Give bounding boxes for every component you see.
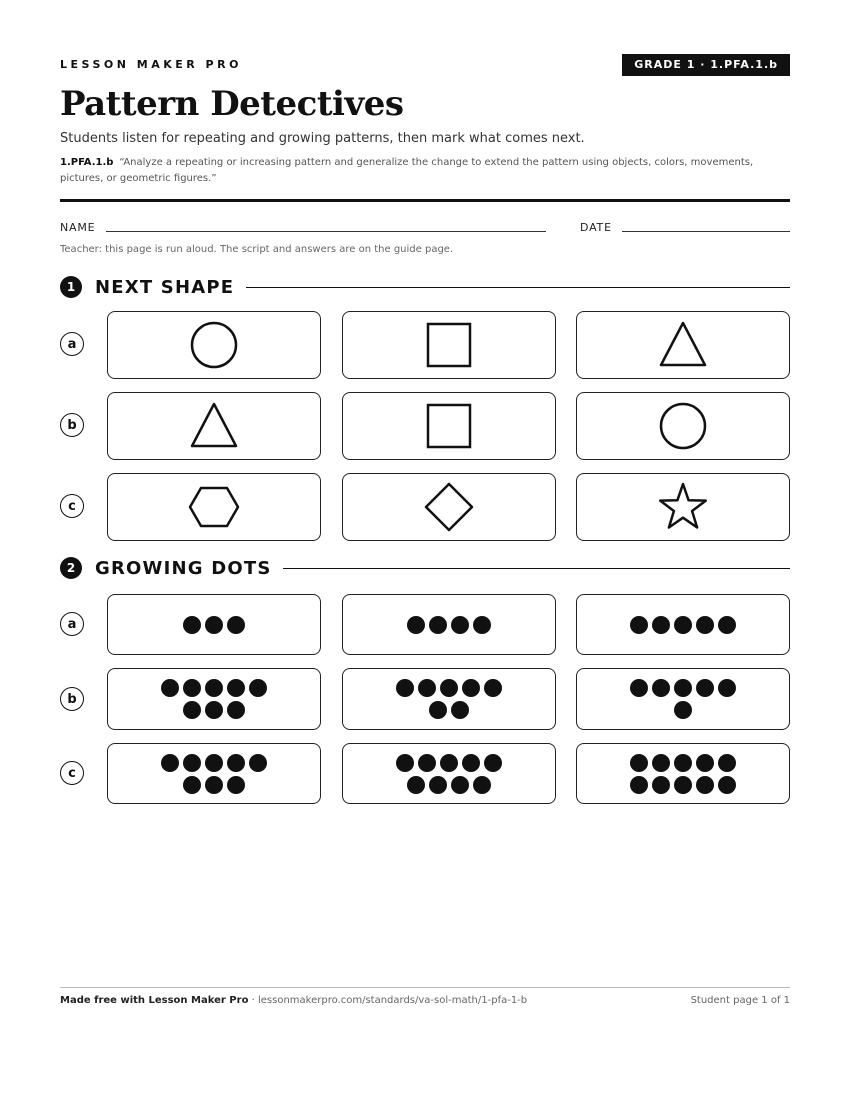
question-row xyxy=(60,311,790,379)
circle-icon xyxy=(189,320,239,370)
dot xyxy=(183,776,201,794)
footer-credit xyxy=(60,995,527,1006)
answer-choice[interactable] xyxy=(107,392,321,460)
square-icon xyxy=(424,401,474,451)
row-label: c xyxy=(60,761,84,785)
dot xyxy=(484,754,502,772)
answer-choice[interactable] xyxy=(342,311,556,379)
answer-choice[interactable] xyxy=(342,392,556,460)
answer-choice[interactable] xyxy=(576,473,790,541)
dot xyxy=(418,754,436,772)
dot xyxy=(462,679,480,697)
dot xyxy=(227,701,245,719)
dot xyxy=(451,701,469,719)
dot xyxy=(183,754,201,772)
dot xyxy=(161,754,179,772)
dot-group xyxy=(396,754,502,794)
dot xyxy=(440,679,458,697)
row-label: b xyxy=(60,687,84,711)
dot-group xyxy=(630,754,736,794)
dot xyxy=(183,679,201,697)
question-row xyxy=(60,392,790,460)
dot xyxy=(227,776,245,794)
dot-row xyxy=(161,679,267,697)
standard-description xyxy=(60,155,790,187)
answer-choice[interactable] xyxy=(576,392,790,460)
answer-choice[interactable] xyxy=(576,311,790,379)
dot-row xyxy=(396,754,502,772)
dot xyxy=(674,754,692,772)
question-row xyxy=(60,743,790,804)
name-label: NAME xyxy=(60,221,96,234)
section-next-shape xyxy=(60,275,790,299)
dot xyxy=(451,776,469,794)
dot xyxy=(183,616,201,634)
dot-group xyxy=(161,679,267,719)
triangle-icon xyxy=(658,320,708,370)
answer-choice[interactable] xyxy=(107,594,321,655)
dot xyxy=(718,616,736,634)
dot xyxy=(183,701,201,719)
answer-choice[interactable] xyxy=(107,311,321,379)
dot xyxy=(718,754,736,772)
dot xyxy=(652,754,670,772)
dot-row xyxy=(161,754,267,772)
dot xyxy=(630,776,648,794)
dot-group xyxy=(630,616,736,634)
dot-row xyxy=(183,701,245,719)
name-field[interactable] xyxy=(106,231,546,232)
dot xyxy=(396,679,414,697)
dot xyxy=(396,754,414,772)
dot xyxy=(205,616,223,634)
dot xyxy=(696,679,714,697)
dot xyxy=(249,679,267,697)
date-label: DATE xyxy=(580,221,612,234)
dot xyxy=(407,776,425,794)
teacher-note: Teacher: this page is run aloud. The script and answers are on the guide page. xyxy=(60,244,454,255)
dot xyxy=(451,616,469,634)
dot xyxy=(696,776,714,794)
dot-row xyxy=(407,616,491,634)
dot-group xyxy=(396,679,502,719)
dot xyxy=(429,776,447,794)
answer-choice[interactable] xyxy=(576,668,790,730)
brand-name: LESSON MAKER PRO xyxy=(60,58,242,71)
dot xyxy=(630,616,648,634)
dot xyxy=(227,679,245,697)
header-divider xyxy=(60,199,790,202)
diamond-icon xyxy=(424,482,474,532)
dot xyxy=(462,754,480,772)
hexagon-icon xyxy=(187,482,241,532)
dot xyxy=(652,776,670,794)
date-field[interactable] xyxy=(622,231,790,232)
answer-choice[interactable] xyxy=(342,743,556,804)
dot xyxy=(205,754,223,772)
row-label: b xyxy=(60,413,84,437)
dot-row xyxy=(396,679,502,697)
answer-choice[interactable] xyxy=(342,668,556,730)
row-label: c xyxy=(60,494,84,518)
dot xyxy=(429,616,447,634)
dot xyxy=(205,701,223,719)
dot xyxy=(440,754,458,772)
section-number: 1 xyxy=(60,276,82,298)
dot-row xyxy=(630,754,736,772)
section-number: 2 xyxy=(60,557,82,579)
standard-code: 1.PFA.1.b xyxy=(60,157,114,168)
section-divider xyxy=(246,287,790,288)
dot xyxy=(205,679,223,697)
grade-badge: GRADE 1 · 1.PFA.1.b xyxy=(622,54,790,76)
circle-icon xyxy=(658,401,708,451)
dot xyxy=(718,776,736,794)
dot xyxy=(473,616,491,634)
standard-text: “Analyze a repeating or increasing pattern and generalize the change to extend the pattern using objects, colors, movements, pictures, or geometric figures.” xyxy=(60,157,754,184)
dot xyxy=(227,754,245,772)
dot xyxy=(652,616,670,634)
dot xyxy=(227,616,245,634)
dot xyxy=(674,776,692,794)
page-subtitle: Students listen for repeating and growing patterns, then mark what comes next. xyxy=(60,131,585,146)
dot-row xyxy=(183,616,245,634)
dot-row xyxy=(674,701,692,719)
dot xyxy=(674,701,692,719)
dot xyxy=(429,701,447,719)
dot-group xyxy=(630,679,736,719)
dot xyxy=(630,679,648,697)
triangle-icon xyxy=(189,401,239,451)
dot-group xyxy=(183,616,245,634)
dot xyxy=(205,776,223,794)
answer-choice[interactable] xyxy=(107,473,321,541)
section-growing-dots xyxy=(60,556,790,580)
dot xyxy=(484,679,502,697)
dot xyxy=(696,754,714,772)
worksheet-page xyxy=(60,0,790,1100)
dot xyxy=(418,679,436,697)
question-row xyxy=(60,668,790,730)
question-row xyxy=(60,594,790,655)
answer-choice[interactable] xyxy=(342,594,556,655)
footer-made-with: Made free with Lesson Maker Pro xyxy=(60,995,249,1006)
dot-row xyxy=(429,701,469,719)
footer-url[interactable]: · lessonmakerpro.com/standards/va-sol-math/1-pfa-1-b xyxy=(251,995,528,1006)
answer-choice[interactable] xyxy=(107,668,321,730)
dot xyxy=(630,754,648,772)
row-label: a xyxy=(60,612,84,636)
answer-choice[interactable] xyxy=(576,594,790,655)
answer-choice[interactable] xyxy=(576,743,790,804)
row-label: a xyxy=(60,332,84,356)
page-title: Pattern Detectives xyxy=(60,84,404,124)
dot-row xyxy=(630,679,736,697)
star-icon xyxy=(657,482,709,532)
dot-row xyxy=(630,616,736,634)
dot xyxy=(674,616,692,634)
dot xyxy=(407,616,425,634)
dot-row xyxy=(183,776,245,794)
dot-group xyxy=(161,754,267,794)
answer-choice[interactable] xyxy=(342,473,556,541)
answer-choice[interactable] xyxy=(107,743,321,804)
dot xyxy=(161,679,179,697)
dot xyxy=(696,616,714,634)
dot xyxy=(718,679,736,697)
section-title: NEXT SHAPE xyxy=(95,276,235,298)
dot-group xyxy=(407,616,491,634)
dot-row xyxy=(407,776,491,794)
section-title: GROWING DOTS xyxy=(95,557,272,579)
question-row xyxy=(60,473,790,541)
footer-divider xyxy=(60,987,790,988)
dot xyxy=(473,776,491,794)
dot xyxy=(249,754,267,772)
footer-page-number: Student page 1 of 1 xyxy=(690,995,790,1006)
square-icon xyxy=(424,320,474,370)
dot xyxy=(652,679,670,697)
section-divider xyxy=(283,568,790,569)
dot-row xyxy=(630,776,736,794)
dot xyxy=(674,679,692,697)
